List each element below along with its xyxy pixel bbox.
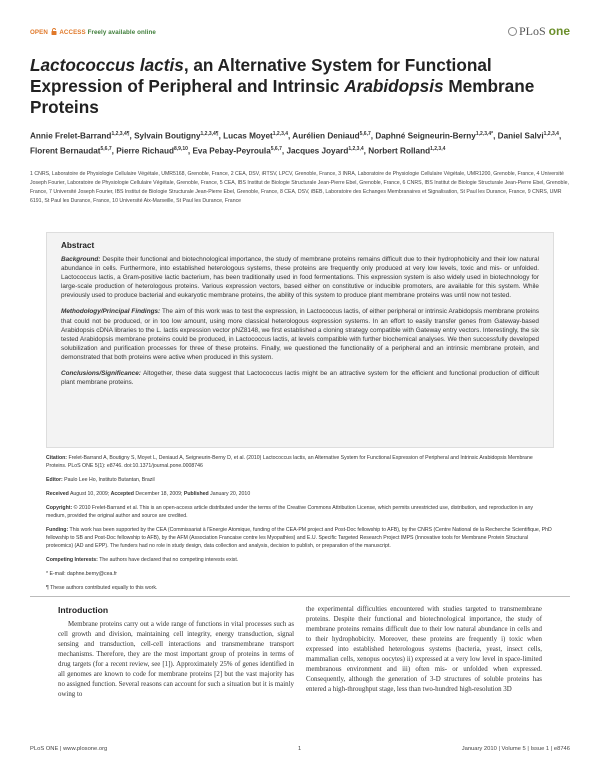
author-affiliation: 1,2,3,4 bbox=[430, 145, 446, 152]
introduction-left-column: Membrane proteins carry out a wide range of functions in vital processes such as cell growth and division, maintaining cell integrity, energy transduction, signal sensing and transduction, cell-cell interactions and transmembrane transport mechanisms. Therefore, they are the most important group of proteins in terms of drug targets (for a recent review, see [1]). Approximately 25% of genes identified in all genomes are known to code for membrane proteins [2] but the vast majority has no assigned function. Several reasons can account for such a situation but it is mainly owing to bbox=[58, 621, 294, 698]
footer-issue: January 2010 | Volume 5 | Issue 1 | e8746 bbox=[461, 746, 570, 752]
access-label: ACCESS bbox=[59, 29, 86, 36]
author-affiliation: 8,9,10 bbox=[174, 145, 188, 152]
abstract-box bbox=[46, 232, 554, 448]
article-metadata bbox=[46, 454, 554, 598]
equal-contribution-note: ¶ These authors contributed equally to this work. bbox=[46, 585, 158, 591]
author-affiliation: 1,2,3,4¶ bbox=[200, 131, 219, 137]
plos-circle-icon bbox=[508, 27, 517, 36]
open-access-lock-icon bbox=[51, 28, 57, 35]
author-name: Lucas Moyet bbox=[223, 131, 273, 141]
abstract-methods: Methodology/Principal Findings: The aim of this work was to test the expression, in Lactococcus lactis, of either peripheral or intrinsic Arabidopsis membrane proteins that could not be produced, or in too low amount, using more classical heterologous expression systems. In an effort to easily transfer genes from Gateway-based Arabidopsis cDNA libraries to the L. lactis expression vector pNZ8148, we first established a cloning strategy compatible with Gateway entry vectors. Interestingly, the six tested Arabidopsis membrane proteins could be produced, in Lactococcus lactis, at levels compatible with further biochemical analyses. We then successfully developed solubilization and purification processes for three of these proteins. Finally, we questioned the functionality of a peripheral and an intrinsic membrane protein, and demonstrated that both proteins were active when produced in this system. bbox=[61, 308, 539, 361]
author-name: Daphné Seigneurin-Berny bbox=[375, 131, 476, 141]
author-affiliation: 5,6,7 bbox=[359, 131, 371, 137]
open-access-banner bbox=[30, 28, 156, 36]
copyright: Copyright: © 2010 Frelet-Barrand et al. This is an open-access article distributed under the terms of the Creative Commons Attribution License, which permits unrestricted use, distribution, and reproduction in any medium, provided the original author and source are credited. bbox=[46, 505, 533, 519]
article-title: Lactococcus lactis, an Alternative System for Functional Expression of Peripheral and Intrinsic Arabidopsis Membrane Proteins bbox=[30, 55, 535, 117]
editor: Editor: Paulo Lee Ho, Instituto Butantan, Brazil bbox=[46, 477, 155, 483]
author-affiliation: 5,6,7 bbox=[100, 145, 112, 152]
abstract-conclusions: Conclusions/Significance: Altogether, these data suggest that Lactococcus lactis might be an attractive system for the efficient and functional production of difficult plant membrane proteins. bbox=[61, 370, 539, 387]
page-number: 1 bbox=[298, 746, 302, 752]
author-name: Pierre Richaud bbox=[116, 146, 174, 156]
funding: Funding: This work has been supported by the CEA (Commissariat à l'Energie Atomique, funding of the CEA-PM project and Post-Doc fellowship to AFB), by the CNRS (Centre National de la Recherche Scientifique, PhD fellowship to SB and Post-Doc fellowship to AFB), by the AFM (Association Francaise contre les Myopathies) and E.U. Specific Targeted Research Project IMPS (Innovative tools for Membrane Protein Structural proteomics) (AD and EPP). The funders had no role in study design, data collection and analysis, decision to publish, or preparation of the manuscript. bbox=[46, 527, 552, 549]
introduction-heading: Introduction bbox=[58, 605, 109, 615]
author-affiliation: 1,2,3,4* bbox=[475, 131, 494, 137]
author-name: Florent Bernaudat bbox=[30, 146, 101, 156]
author-affiliation: 5,6,7 bbox=[270, 145, 282, 152]
dates: Received August 10, 2009; Accepted December 18, 2009; Published January 20, 2010 bbox=[46, 491, 251, 497]
author-affiliation: 1,2,3,4 bbox=[348, 145, 364, 152]
author-name: Aurélien Deniaud bbox=[292, 131, 360, 141]
abstract-background: Background: Despite their functional and biotechnological importance, the study of membrane proteins remains difficult due to their hydrophobicity and their low natural abundance in cells. Furthermore, into established heterologous systems, these proteins are frequently only produced at very low levels, toxic and mis- or unfolded. Lactococcus lactis, a Gram-positive lactic bacterium, has been traditionally used in food fermentations. This expression system is also widely used in biotechnology for large-scale production of heterologous proteins. Various expression vectors, based either on constitutive or inducible promoters, are available for this system. While previously used to produce bacterial and eukaryotic membrane proteins, the ability of this system to produce plant membrane proteins was until now not tested. bbox=[61, 256, 539, 300]
citation: Citation: Frelet-Barrand A, Boutigny S, Moyet L, Deniaud A, Seigneurin-Berny D, et al. (2010) Lactococcus lactis, an Alternative System for Functional Expression of Peripheral and Intrinsic Arabidopsis Membrane Proteins. PLoS ONE 5(1): e8746. doi:10.1371/journal.pone.0008746 bbox=[46, 455, 533, 469]
author-affiliation: 1,2,3,4¶ bbox=[111, 131, 130, 137]
footer-journal: PLoS ONE | www.plosone.org bbox=[30, 746, 108, 752]
author-affiliation: 1,2,3,4 bbox=[543, 131, 559, 137]
introduction-right-column: the experimental difficulties encountered with studies targeted to transmembrane proteins. Despite their functional and biotechnological importance, the study of membrane proteins remains difficult due to their low natural abundance in cells and to their hydrophobicity. Moreover, these proteins are frequently i) toxic when expressed into established heterologous systems (bacteria, yeast, insect cells, mammalian cells, xenopus oocytes) ii) expressed at a very low level in space-limited membranous environment and iii) often mis- or unfolded when expressed. Consequently, although the generation of 3-D structures of soluble proteins has entered a high-throughput stage, less than two-hundred high-resolution 3D bbox=[306, 606, 542, 693]
affiliations: 1 CNRS, Laboratoire de Physiologie Cellulaire Végétale, UMR5168, Grenoble, France, 2 CEA, DSV, iRTSV, LPCV, Grenoble, France, 3 INRA, Laboratoire de Physiologie Cellulaire Végétale, UMR1200, Grenoble, France, 4 Université Joseph Fourier, Laboratoire de Physiologie Cellulaire Végétale, Grenoble, France, 5 CEA, IBS Institut de Biologie Structurale Jean-Pierre Ebel, Grenoble, France, 6 CNRS, IBS Institut de Biologie Structurale Jean-Pierre Ebel, Grenoble, France, 7 Université Joseph Fourier, IBS Institut de Biologie Structurale Jean-Pierre Ebel, Grenoble, France, 8 CEA, DSV, iBEB, Laboratoire des Echanges Membranaires et Signalisation, St Paul les Durance, France, 9 CNRS, UMR 6191, St Paul les Durance, France, 10 Université Aix-Marseille, St Paul les Durance, France bbox=[30, 171, 569, 204]
journal-logo: PLoS one bbox=[508, 24, 570, 39]
journal-header bbox=[30, 24, 570, 42]
author-name: Daniel Salvi bbox=[497, 131, 544, 141]
corresponding-email[interactable]: * E-mail: daphne.berny@cea.fr bbox=[46, 571, 118, 577]
competing-interests: Competing Interests: The authors have declared that no competing interests exist. bbox=[46, 557, 239, 563]
author-name: Norbert Rolland bbox=[368, 146, 431, 156]
author-list: Annie Frelet-Barrand$^{1,2,3,4\P}$, Sylvain Boutigny$^{1,2,3,4\P}$, Lucas Moyet$^{1,2,3,4}$, Aurélien Deniaud$^{5,6,7}$, Daphné Seigneurin-Berny$^{1,2,3,4*}$, Daniel Salvi$^{1,2,3,4}$, Florent Bernaudat$^{5,6,7}$, Pierre Richaud$^{8,9,10}$, Eva Pebay-Peyroula$^{5,6,7}$, Jacques Joyard$^{1,2,3,4}$, Norbert Rolland$^{1,2,3,4}$ bbox=[30, 131, 562, 156]
author-affiliation: 1,2,3,4 bbox=[272, 131, 289, 137]
author-name: Eva Pebay-Peyroula bbox=[192, 146, 271, 156]
author-name: Jacques Joyard bbox=[286, 146, 349, 156]
section-divider bbox=[30, 596, 570, 597]
abstract-heading: Abstract bbox=[61, 241, 95, 250]
open-label: OPEN bbox=[30, 29, 48, 36]
freely-available-label: Freely available online bbox=[87, 29, 156, 36]
author-name: Annie Frelet-Barrand bbox=[30, 131, 112, 141]
author-name: Sylvain Boutigny bbox=[134, 131, 201, 141]
